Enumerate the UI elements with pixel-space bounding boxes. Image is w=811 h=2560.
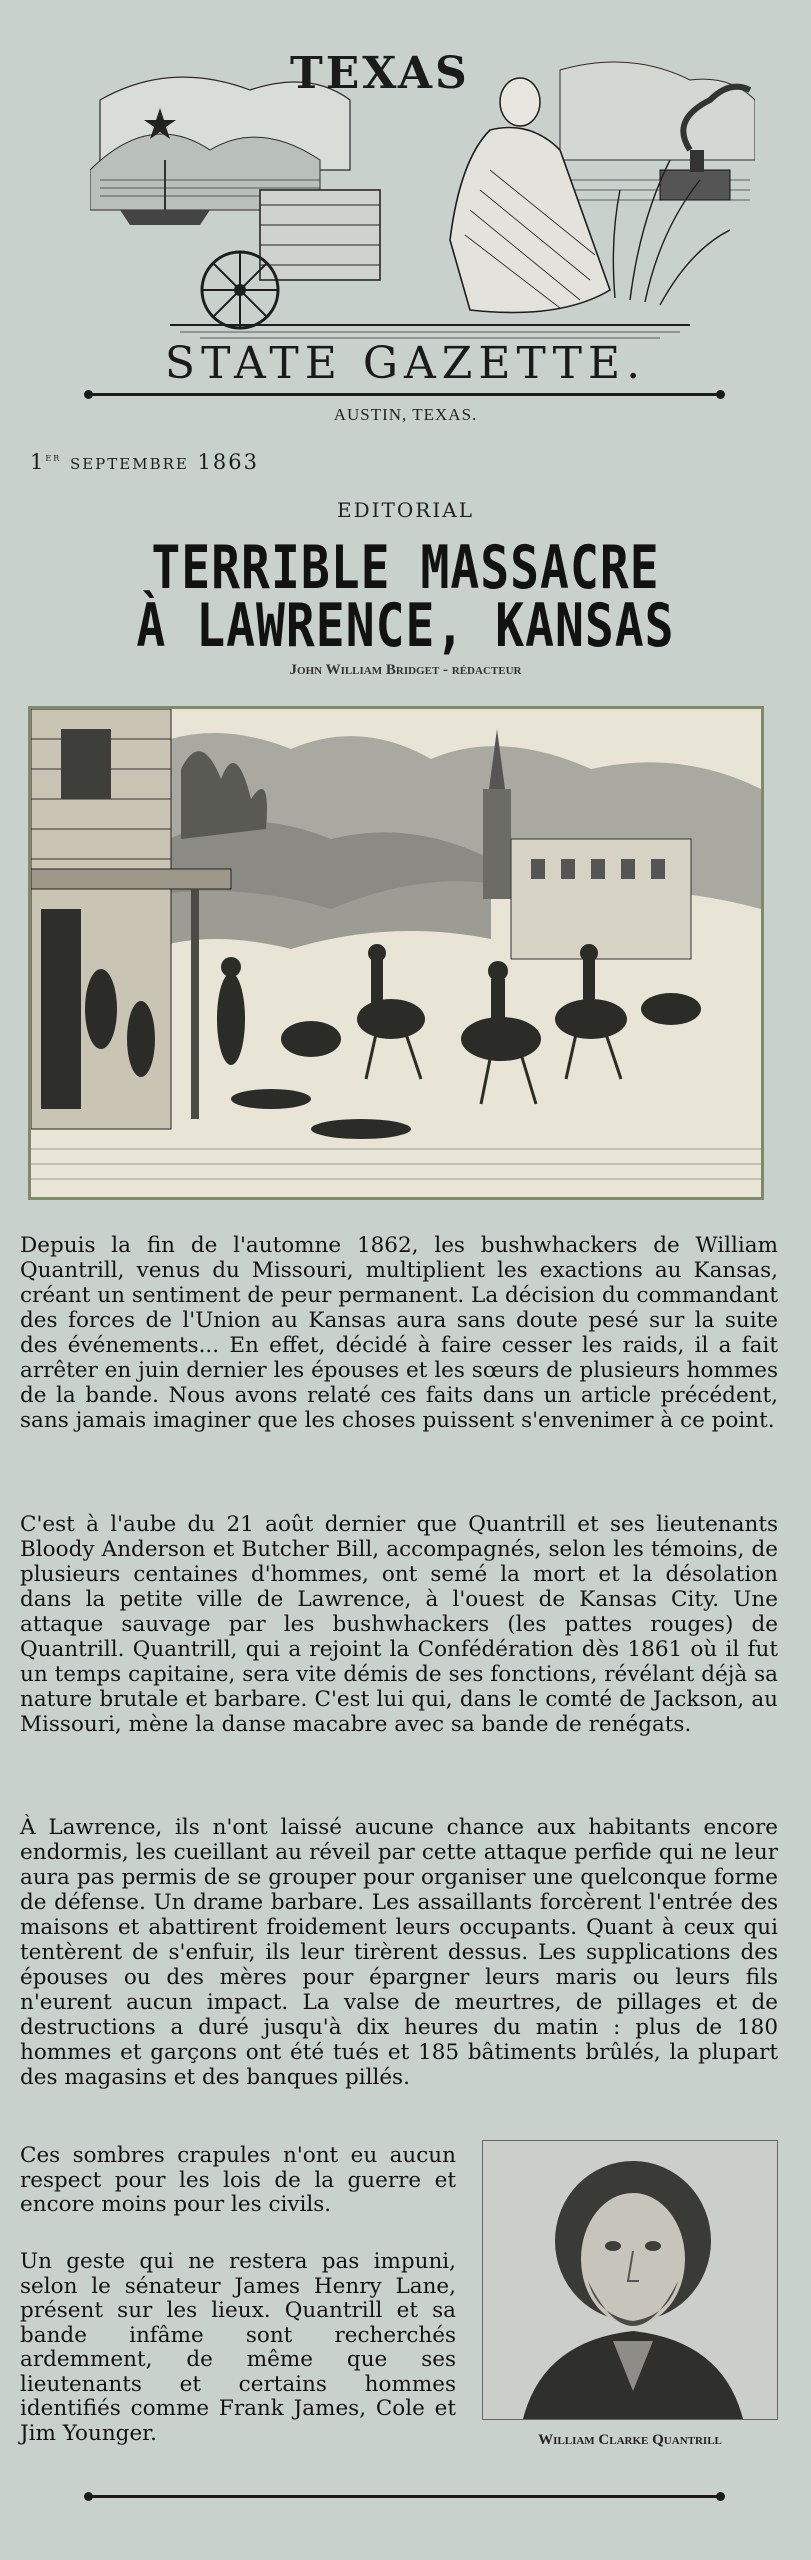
portrait-photo-icon [482, 2140, 778, 2420]
portrait-caption: William Clarke Quantrill [538, 2432, 722, 2448]
article-paragraph-1: Depuis la fin de l'automne 1862, les bushwhackers de William Quantrill, venus du Missouri, multiplient les exactions au Kansas, créant un sentiment de peur permanent. La décision du commandant des forces de l'Union au Kansas aura sans doute pesé sur la suite des événements... En effet, décidé à faire cesser les raids, il a fait arrêter en juin dernier les épouses et les sœurs de plusieurs hommes de la bande. Nous avons relaté ces faits dans un article précédent, sans jamais imaginer que les choses puissent s'envenimer à ce point. [20, 1233, 778, 1433]
massacre-engraving-icon [28, 706, 764, 1200]
masthead-word: TEXAS [290, 48, 470, 99]
article-paragraph-2: C'est à l'aube du 21 août dernier que Quantrill et ses lieutenants Bloody Anderson et Butcher Bill, accompagnés, selon les témoins, de plusieurs centaines d'hommes, ont semé la mort et la désolation dans la petite ville de Lawrence, à l'ouest de Kansas City. Une attaque sauvage par les bushwhackers (les pattes rouges) de Quantrill. Quantrill, qui a rejoint la Confédération dès 1861 où il fut un temps capitaine, sera vite démis de ses fonctions, révélant déjà sa nature brutale et barbare. C'est lui qui, dans le comté de Jackson, au Missouri, mène la danse macabre avec sa bande de renégats. [20, 1512, 778, 1737]
article-paragraph-4b: Un geste qui ne restera pas impuni, selon le sénateur James Henry Lane, présent sur les lieux. Quantrill et sa bande infâme sont recherchés ardemment, de même que ses lieutenants et certains hommes identifiés comme Frank James, Cole et Jim Younger. [20, 2249, 456, 2446]
date-rest: septembre 1863 [69, 450, 259, 474]
article-paragraph-4a: Ces sombres crapules n'ont eu aucun respect pour les lois de la guerre et encore moins pour les civils. [20, 2143, 456, 2217]
byline: John William Bridget - rédacteur [289, 662, 522, 678]
issue-date [30, 450, 259, 474]
headline-line-1: TERRIBLE MASSACRE [151, 533, 660, 603]
date-day: 1 [30, 450, 46, 474]
newspaper-city: AUSTIN, TEXAS. [333, 405, 478, 424]
headline-line-2: À LAWRENCE, KANSAS [136, 591, 675, 661]
newspaper-title: STATE GAZETTE. [164, 338, 647, 389]
article-paragraph-3: À Lawrence, ils n'ont laissé aucune chance aux habitants encore endormis, les cueillant au réveil par cette attaque perfide qui ne leur aura pas permis de se grouper pour organiser une quelconque forme de défense. Un drame barbare. Les assaillants forcèrent l'entrée des maisons et abattirent froidement leurs occupants. Quant à ceux qui tentèrent de s'enfuir, ils leur tirèrent dessus. Les supplications des épouses ou des mères pour épargner leurs maris ou leurs fils n'eurent aucun impact. La valse de meurtres, de pillages et de destructions a duré jusqu'à dix heures du matin : plus de 180 hommes et garçons ont été tués et 185 bâtiments brûlés, la plupart des magasins et des banques pillés. [20, 1815, 778, 2090]
section-label: EDITORIAL [337, 498, 474, 522]
footer-rule [88, 2495, 721, 2498]
title-rule [88, 393, 721, 396]
date-day-suffix: er [45, 450, 62, 464]
